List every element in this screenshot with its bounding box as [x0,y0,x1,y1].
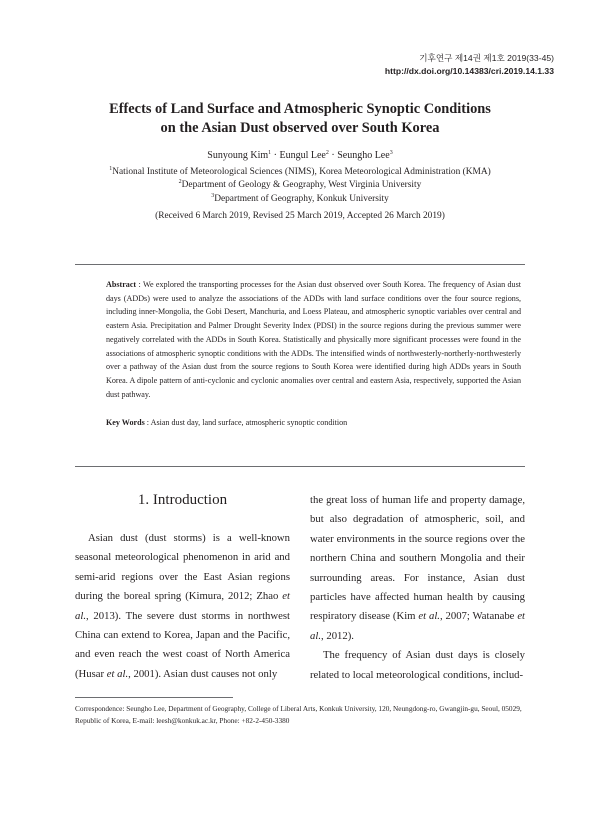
abstract-label: Abstract [106,280,137,289]
paragraph: The frequency of Asian dust days is closely related to local meteorological conditions, includ- [310,649,525,681]
author-3: Seungho Lee$^3$ [337,150,393,161]
footnote-divider [75,697,233,698]
journal-header [385,52,554,78]
affiliation-2: $^2$Department of Geology & Geography, West Virginia University [178,179,422,191]
paragraph: the great loss of human life and property damage, but also degradation of atmospheric, soil, and water environments in the source regions over the northern China and southern Mongolia and their surrounding areas. For instance, Asian dust particles have affected human health by causing respiratory disease (Kim et al., 2007; Watanabe et al., 2012). [310,494,526,642]
keywords [106,416,521,429]
abstract [106,278,521,401]
paper-title [0,100,600,138]
author-separator: · [271,150,280,161]
received-dates: (Received 6 March 2019, Revised 25 March 2019, Accepted 26 March 2019) [155,211,445,221]
abstract-bottom-divider [75,466,525,467]
author-list [0,149,600,162]
keywords-label: Key Words [106,418,145,427]
paper-title-line-1: Effects of Land Surface and Atmospheric Synoptic Conditions [109,101,491,117]
keywords-text: : Asian dust day, land surface, atmospheric synoptic condition [144,418,348,427]
abstract-top-divider [75,264,525,265]
correspondence-footnote: Correspondence: Seungho Lee, Department of Geography, College of Liberal Arts, Konkuk University, 120, Neungdong-ro, Gwangjin-gu, Seoul, 05029, Republic of Korea, E-mail: leesh@konkuk.ac.kr, Phone: +82-2-450-3380 [75,704,522,726]
author-separator: · [328,150,338,161]
body-column-left [75,529,290,684]
section-heading-introduction: 1. Introduction [137,492,228,508]
journal-citation: 기후연구 제14권 제1호 2019(33-45) [419,53,554,63]
abstract-text: : We explored the transporting processes for the Asian dust observed over South Korea. The frequency of Asian dust days (ADDs) were used to analyze the associations of the ADDs with land surface conditions over the four source regions, including inner-Mongolia, the Gobi Desert, Manchuria, and Loess Plateau, and atmospheric synoptic variables over central and eastern Asia. Precipitation and Palmer Drought Severity Index (PDSI) in the source regions during the previous summer were negatively correlated with the ADDs in South Korea. Statistically and physically more significant processes were found in the associations of atmospheric synoptic conditions with the ADDs. The intensified winds of northwesterly-northerly-northwesterly over a pathway of the Asian dust from the source regions to South Korea were identified during high ADDs years in South Korea. A dipole pattern of anti-cyclonic and cyclonic anomalies over central and eastern Asia, respectively, supported the Asian dust pathway. [106,280,521,399]
paper-title-line-2: on the Asian Dust observed over South Korea [160,120,440,136]
doi-link[interactable]: http://dx.doi.org/10.14383/cri.2019.14.1.33 [384,66,554,76]
affiliation-1: $^1$National Institute of Meteorological Sciences (NIMS), Korea Meteorological Administration (KMA) [109,166,491,177]
paragraph: Asian dust (dust storms) is a well-known seasonal meteorological phenomenon in arid and semi-arid regions over the East Asian regions during the boreal spring (Kimura, 2012; Zhao et al., 2013). The severe dust storms in northwest China can extend to Korea, Japan and the Pacific, and even reach the west coast of North America (Husar et al., 2001). Asian dust causes not only [75,532,290,680]
author-2: Eungul Lee$^2$ [279,150,329,161]
body-column-right [310,491,525,685]
affiliations [0,166,600,206]
affiliation-3: $^3$Department of Geography, Konkuk University [211,192,389,204]
author-1: Sunyoung Kim$^1$ [207,150,272,161]
